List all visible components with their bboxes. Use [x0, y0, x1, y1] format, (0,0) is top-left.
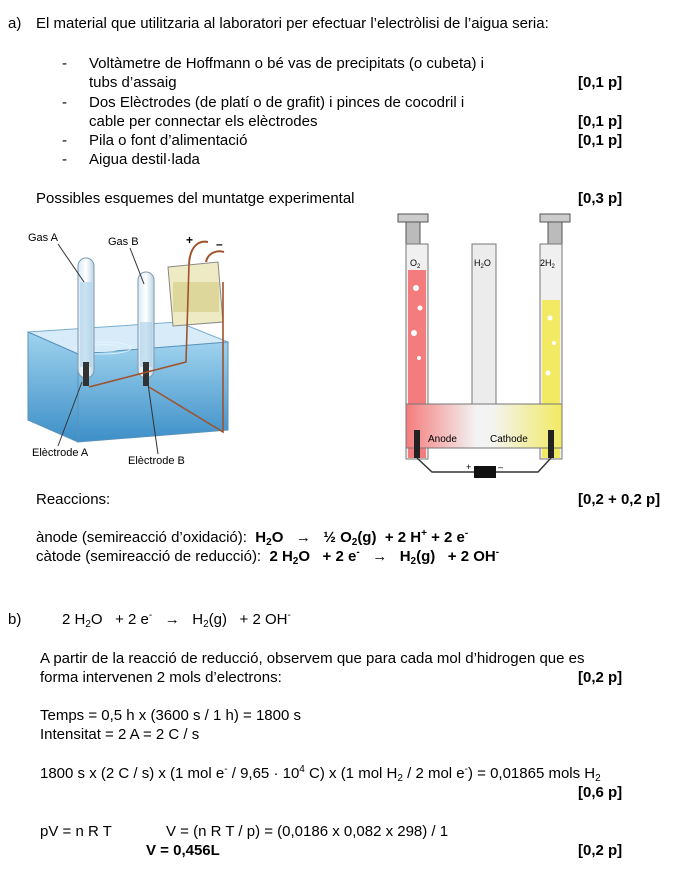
- battery-minus: –: [498, 462, 504, 472]
- reactions-label: Reaccions:: [36, 491, 111, 508]
- material-1-score: [0,1 p]: [578, 74, 623, 91]
- label-minus: –: [216, 237, 223, 251]
- v-result: V = 0,456L: [146, 842, 220, 859]
- material-4-line1: Aigua destil·lada: [89, 151, 200, 168]
- anode-reaction: ànode (semireacció d’oxidació): $H_2O$ → ½ $O_2(g) + 2$ H+ + 2 e-: [36, 528, 469, 548]
- intensitat-line: Intensitat = 2 A = 2 C / s: [40, 726, 200, 743]
- part-b-equation: 2 $H_2O$ + 2 e- → $H_2(g)$ + 2 OH-: [62, 610, 291, 630]
- label-electrode-a: Elèctrode A: [32, 447, 89, 459]
- material-2-line2: cable per connectar els elèctrodes: [89, 113, 318, 130]
- list-dash: -: [62, 55, 67, 72]
- material-2-line1: Dos Elèctrodes (de platí o de grafit) i pinces de cocodril i: [89, 94, 465, 111]
- part-b-para-line1: A partir de la reacció de reducció, observem que para cada mol d’hidrogen que es: [40, 650, 585, 667]
- material-2-score: [0,1 p]: [578, 113, 623, 130]
- part-b-label: b): [8, 611, 22, 628]
- label-h2: $2H_2$: [540, 258, 555, 270]
- calc-score: [0,6 p]: [578, 784, 623, 801]
- anode-label: ànode (semireacció d’oxidació):: [36, 529, 247, 546]
- label-gas-a: Gas A: [28, 232, 58, 244]
- label-h2o: $H_2O$: [474, 258, 491, 270]
- v-score: [0,2 p]: [578, 842, 623, 859]
- hoffmann-voltameter-figure: [392, 208, 582, 490]
- material-3-line1: Pila o font d’alimentació: [89, 132, 248, 149]
- pv-formula: pV = n R T: [40, 823, 112, 840]
- material-1-line2: tubs d’assaig: [89, 74, 177, 91]
- part-b-para-line2: forma intervenen 2 mols d’electrons:: [40, 669, 282, 686]
- reactions-score: [0,2 + 0,2 p]: [578, 491, 661, 508]
- v-formula: V = (n R T / p) = (0,0186 x 0,082 x 298) / 1: [166, 823, 449, 840]
- label-electrode-b: Elèctrode B: [128, 455, 185, 467]
- calc-line: 1800 s x (2 C / s) x (1 mol $e^- / 9,65 \cdot 10^4$ C) x (1 mol $H_2 / 2$ mol e-) = 0,01865 mols $H_2$: [40, 764, 601, 784]
- label-anode: Anode: [428, 434, 457, 445]
- label-o2: $O_2$: [410, 258, 421, 270]
- temps-line: Temps = 0,5 h x (3600 s / 1 h) = 1800 s: [40, 707, 301, 724]
- list-dash: -: [62, 94, 67, 111]
- battery-plus: +: [466, 462, 472, 472]
- list-dash: -: [62, 151, 67, 168]
- material-3-score: [0,1 p]: [578, 132, 623, 149]
- part-b-para-score: [0,2 p]: [578, 669, 623, 686]
- label-gas-b: Gas B: [108, 236, 139, 248]
- cathode-reaction: càtode (semireacció de reducció): 2 $H_2O$ + 2 e- → $H_2(g)$ + 2 OH-: [36, 547, 500, 567]
- part-a-intro: El material que utilitzaria al laboratori per efectuar l’electròlisi de l’aigua seria:: [36, 15, 549, 32]
- label-plus: +: [186, 233, 194, 247]
- label-cathode: Cathode: [490, 434, 528, 445]
- schemes-label: Possibles esquemes del muntatge experimental: [36, 190, 355, 207]
- list-dash: -: [62, 132, 67, 149]
- material-1-line1: Voltàmetre de Hoffmann o bé vas de precipitats (o cubeta) i: [89, 55, 484, 72]
- beaker-electrolysis-figure: [18, 222, 238, 472]
- schemes-score: [0,3 p]: [578, 190, 623, 207]
- cathode-label: càtode (semireacció de reducció):: [36, 548, 262, 565]
- part-a-label: a): [8, 15, 22, 32]
